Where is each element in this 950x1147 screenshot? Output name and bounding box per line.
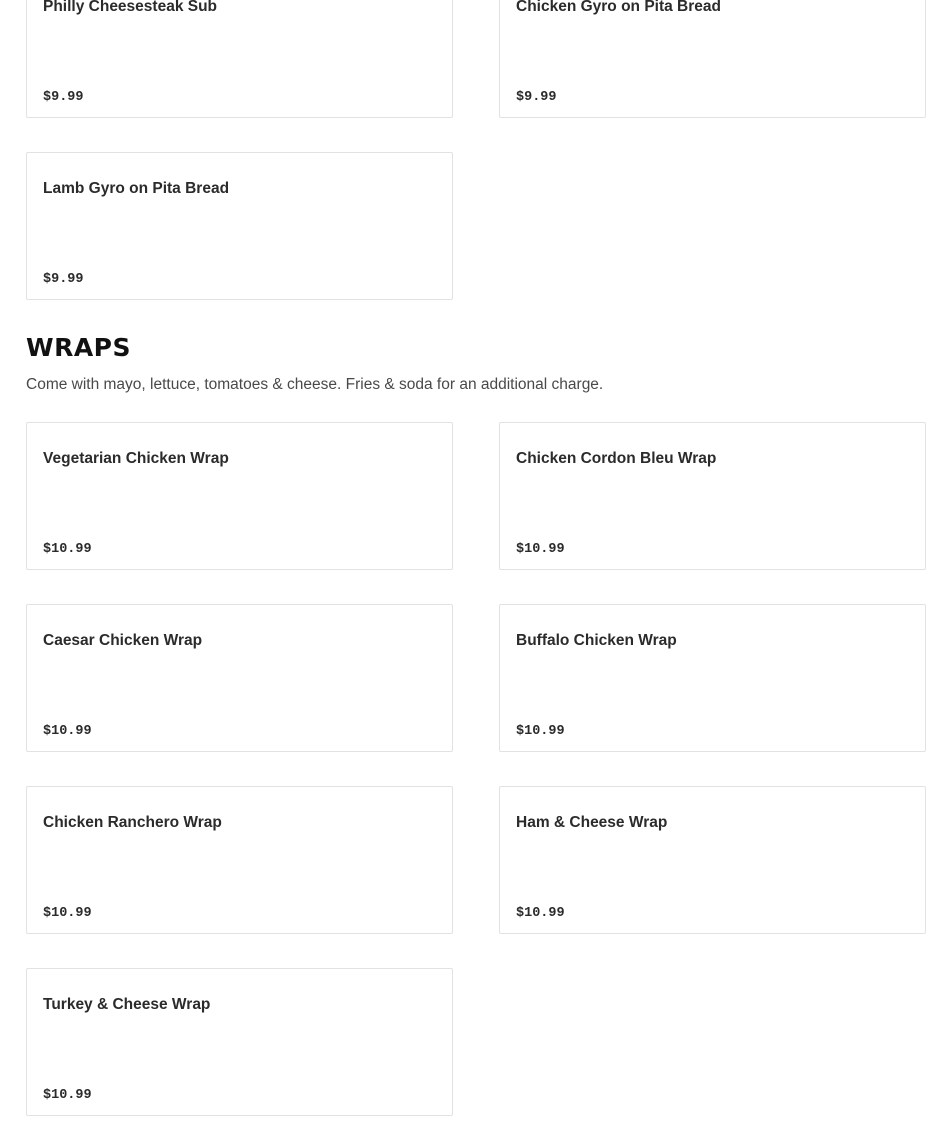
menu-item-name: Turkey & Cheese Wrap [43,996,211,1013]
menu-item-price: $10.99 [43,906,92,921]
menu-item-card[interactable] [499,604,926,752]
menu-item-card[interactable] [26,968,453,1116]
menu-item-price: $9.99 [43,272,84,287]
menu-item-name: Chicken Cordon Bleu Wrap [516,450,717,467]
section-description: Come with mayo, lettuce, tomatoes & cheese. Fries & soda for an additional charge. [26,376,604,393]
menu-item-price: $10.99 [43,724,92,739]
menu-item-name: Buffalo Chicken Wrap [516,632,677,649]
menu-item-name: Caesar Chicken Wrap [43,632,203,649]
menu-item-card[interactable] [26,152,453,300]
menu-item-price: $10.99 [516,906,565,921]
menu-item-card[interactable] [26,422,453,570]
menu-item-card[interactable] [499,786,926,934]
menu-item-name: Vegetarian Chicken Wrap [43,450,229,467]
menu-item-price: $10.99 [516,542,565,557]
menu-item-card[interactable] [26,604,453,752]
menu-item-card[interactable] [499,422,926,570]
menu-item-name: Chicken Ranchero Wrap [43,814,222,831]
menu-item-card[interactable] [26,0,453,118]
menu-item-price: $10.99 [43,542,92,557]
menu-item-price: $10.99 [516,724,565,739]
menu-item-price: $10.99 [43,1088,92,1103]
menu-item-price: $9.99 [43,90,84,105]
section-title: WRAPS [26,333,132,362]
menu-item-name: Ham & Cheese Wrap [516,814,668,831]
menu-item-name: Lamb Gyro on Pita Bread [43,180,230,197]
menu-item-card[interactable] [26,786,453,934]
menu-item-price: $9.99 [516,90,557,105]
menu-item-name: Philly Cheesesteak Sub [43,0,218,15]
menu-item-card[interactable] [499,0,926,118]
menu-item-name: Chicken Gyro on Pita Bread [516,0,721,15]
